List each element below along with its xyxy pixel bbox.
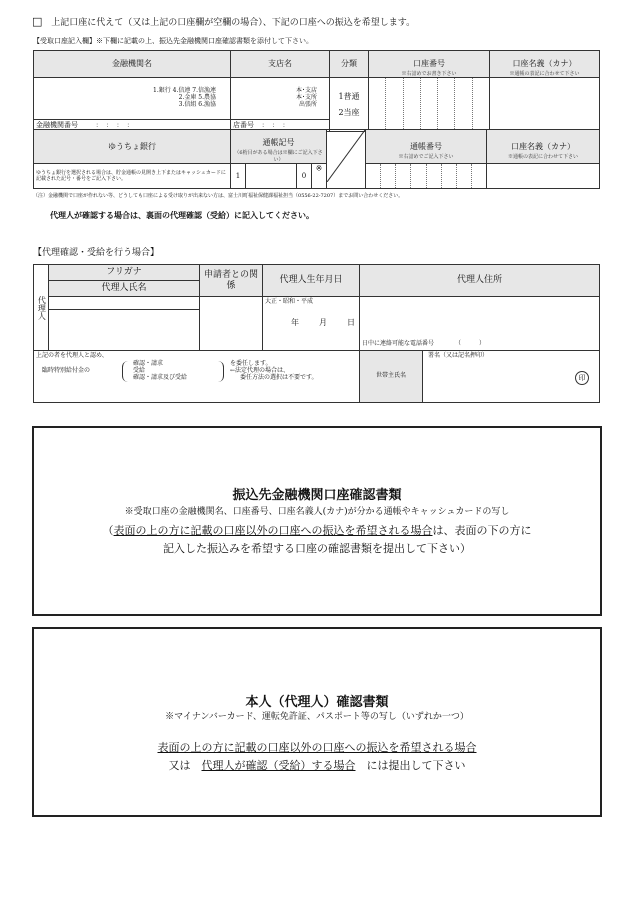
- agent-notice: 代理人が確認する場合は、裏面の代理確認（受給）に記入してください。: [50, 210, 314, 220]
- furigana-header: フリガナ: [49, 265, 200, 281]
- householder-label: 世帯主氏名: [360, 351, 423, 402]
- yucho-divider-cell: [327, 130, 366, 189]
- col-account-type: 分類: [330, 51, 369, 78]
- yucho-holder-field[interactable]: [487, 164, 600, 189]
- note-text: （注）金融機関で口座が作れない等、どうしても口座による受け取りが出来ない方は、富士川町福祉保健課福祉担当（0556-22-7207）までお問い合わせください。: [33, 193, 404, 199]
- agent-name-field[interactable]: [49, 297, 200, 351]
- yucho-symbol-header: 通帳記号 （6桁目がある場合は※欄にご記入下さい）: [231, 130, 327, 164]
- box2-line3: 又は 代理人が確認（受給）する場合 には提出して下さい: [168, 758, 466, 772]
- option-both[interactable]: 確認・請求及び受給: [133, 373, 188, 381]
- bank-code-field[interactable]: 金融機関番号 ::::: [34, 120, 231, 132]
- name-header: 代理人氏名: [49, 281, 200, 297]
- account-number-field[interactable]: [369, 78, 490, 132]
- account-heading: 【受取口座記入欄】※下欄に記載の上、振込先金融機関口座確認書類を添付して下さい。: [33, 37, 313, 45]
- furigana-field[interactable]: [49, 297, 199, 310]
- checkbox[interactable]: □: [32, 15, 43, 28]
- yucho-instruction: ゆうちょ銀行を選択される場合は、貯金通帳の見開き上下またはキャッシュカードに記載された記号・番号をご記入下さい。: [34, 164, 231, 189]
- account-holder-field[interactable]: [490, 78, 600, 132]
- agent-side-label: 代理人: [34, 265, 49, 351]
- address-field[interactable]: [360, 297, 600, 351]
- option-receive[interactable]: 受給: [133, 366, 146, 374]
- signature-label: 署名（又は記名押印）: [428, 352, 489, 359]
- householder-signature-field[interactable]: [422, 351, 599, 402]
- phone-label: 日中に連絡可能な電話番号 （ ）: [362, 340, 486, 348]
- birth-field[interactable]: 大正・昭和・平成 年 月 日: [263, 297, 360, 351]
- delegation-cell: 上記の者を代理人と認め、 臨時特別給付金の 確認・請求 受給 確認・請求及び受給 を委任します。 ←法定代理の場合は、 委任方法の選択は不要です。: [34, 351, 360, 403]
- yucho-number-field[interactable]: [366, 164, 487, 189]
- box1-line1: ※受取口座の金融機関名、口座番号、口座名義人(カナ)が分かる通帳やキャッシュカードの写し: [124, 507, 510, 517]
- branch-code-field[interactable]: 店番号 :::: [231, 120, 330, 132]
- relation-header: 申請者との関係: [200, 265, 263, 297]
- box1-line2: （表面の上の方に記載の口座以外の口座への振込を希望される場合は、表面の下の方に: [102, 523, 532, 537]
- col-branch-name: 支店名: [231, 51, 330, 78]
- diagonal-line: [327, 130, 365, 182]
- yucho-symbol-field[interactable]: [246, 164, 297, 189]
- agent-table: [33, 264, 600, 403]
- bank-account-table: [33, 50, 600, 132]
- yucho-asterisk-field[interactable]: ※: [312, 164, 327, 189]
- option-confirm-request[interactable]: 確認・請求: [133, 360, 164, 367]
- box2-line2: 表面の上の方に記載の口座以外の口座への振込を希望される場合: [157, 740, 477, 754]
- householder-cell: [360, 351, 600, 403]
- bank-name-field[interactable]: 1.銀行 4.信連 7.信漁連 2.金庫 5.農協 3.信組 6.漁協: [34, 78, 231, 120]
- yucho-number-header: 通帳番号 ※右詰めでご記入下さい: [366, 130, 487, 164]
- yucho-digit-0: 0: [297, 164, 312, 189]
- yucho-table: [33, 129, 600, 189]
- intro-sentence: 上記口座に代えて（又は上記の口座欄が空欄の場合）、下記の口座への振込を希望します。: [51, 18, 416, 28]
- relation-field[interactable]: [200, 297, 263, 351]
- intro-line: [32, 15, 602, 29]
- birth-header: 代理人生年月日: [263, 265, 360, 297]
- yucho-digit-1: 1: [231, 164, 246, 189]
- seal-mark: 印: [575, 371, 589, 385]
- yucho-bank-label: ゆうちょ銀行: [34, 130, 231, 164]
- col-bank-name: 金融機関名: [34, 51, 231, 78]
- box1-title: 振込先金融機関口座確認書類: [232, 488, 402, 503]
- id-document-box: [32, 627, 602, 817]
- agent-heading: 【代理確認・受給を行う場合】: [33, 248, 160, 258]
- box1-line3: 記入した振込みを希望する口座の確認書類を提出して下さい）: [163, 541, 471, 555]
- delegation-options[interactable]: [122, 361, 224, 382]
- box2-line1: ※マイナンバーカード、運転免許証、パスポート等の写し（いずれか一つ）: [165, 712, 469, 722]
- account-type-field[interactable]: 1普通 2当座: [330, 78, 369, 132]
- col-account-number: 口座番号 ※右詰めでお書き下さい: [369, 51, 490, 78]
- branch-name-field[interactable]: 本･支店 本･支所 出張所: [231, 78, 330, 120]
- box2-title: 本人（代理人）確認書類: [245, 695, 389, 710]
- bank-document-box: [32, 426, 602, 616]
- col-account-holder: 口座名義（カナ） ※通帳の表記に合わせて下さい: [490, 51, 600, 78]
- yucho-holder-header: 口座名義（カナ） ※通帳の表記に合わせて下さい: [487, 130, 600, 164]
- address-header: 代理人住所: [360, 265, 600, 297]
